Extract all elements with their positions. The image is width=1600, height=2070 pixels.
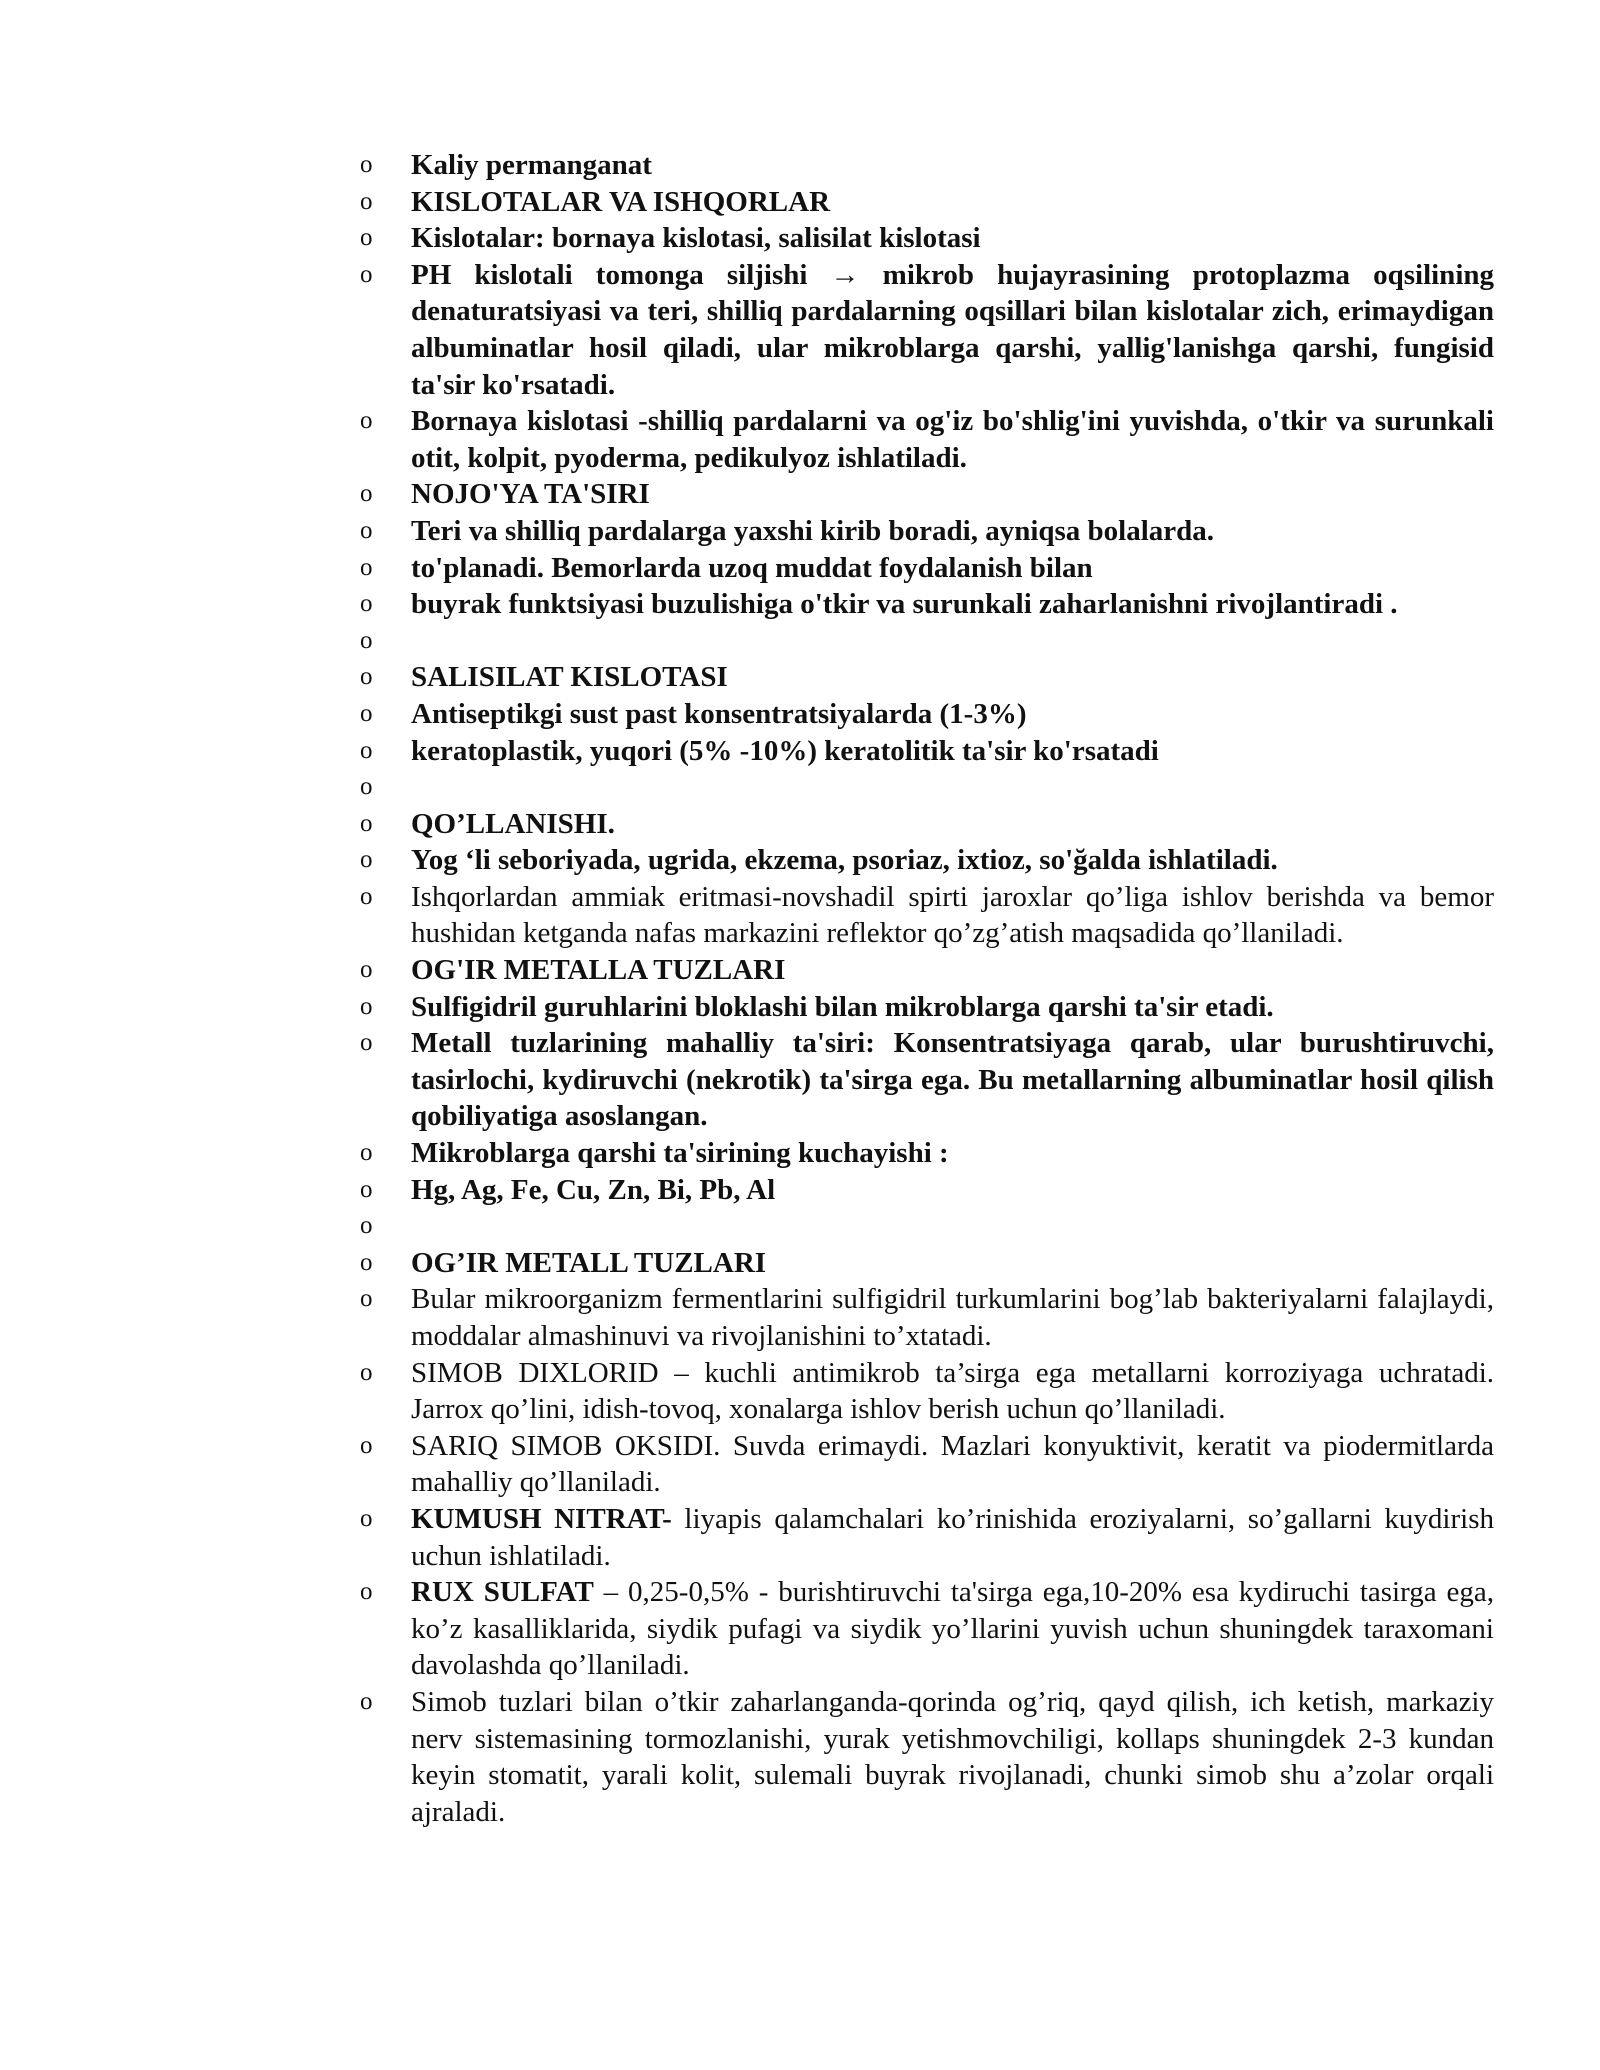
bold-text: Bornaya kislotasi -shilliq pardalarni va og'iz bo'shlig'ini yuvishda, o'tkir va surunkali otit, kolpit, pyoderma, pedikulyoz ishlatiladi.	[411, 405, 1494, 474]
list-item-text	[411, 1501, 1494, 1574]
bullet-list	[360, 147, 1494, 1830]
list-item-text	[411, 696, 1494, 733]
list-item-text	[411, 1574, 1494, 1684]
list-item	[360, 403, 1494, 476]
list-item	[360, 257, 1494, 403]
list-item	[360, 1428, 1494, 1501]
bullet-marker: o	[360, 846, 373, 874]
bullet-marker: o	[360, 1687, 373, 1715]
list-item-text	[411, 952, 1494, 989]
bullet-marker: o	[360, 1248, 373, 1276]
list-item	[360, 476, 1494, 513]
list-item	[360, 952, 1494, 989]
list-item-text	[411, 476, 1494, 513]
list-item-text	[411, 659, 1494, 696]
regular-text: – 0,25-0,5% - burishtiruvchi ta'sirga ega,10-20% esa kydiruchi tasirga ega, ko’z kasalliklarida, siydik pufagi va siydik yo’llarini yuvish uchun shuningdek taraxomani davolashda qo’llaniladi.	[411, 1576, 1494, 1682]
bold-text: Mikroblarga qarshi ta'sirining kuchayishi :	[411, 1137, 949, 1170]
bullet-marker: o	[360, 736, 373, 764]
bullet-marker: o	[360, 1139, 373, 1167]
list-item-text	[411, 989, 1494, 1026]
list-item	[360, 623, 1494, 660]
bold-text: to'planadi. Bemorlarda uzoq muddat foydalanish bilan	[411, 551, 1093, 584]
list-item-text	[411, 513, 1494, 550]
bold-text: Kaliy permanganat	[411, 149, 652, 181]
list-item-text	[411, 623, 1494, 660]
list-item-text	[411, 733, 1494, 770]
bullet-marker: o	[360, 1175, 373, 1203]
bullet-marker: o	[360, 407, 373, 435]
regular-text: SIMOB DIXLORID – kuchli antimikrob ta’sirga ega metallarni korroziyaga uchratadi. Jarrox qo’lini, idish-tovoq, xonalarga ishlov berish uchun qo’llaniladi.	[411, 1356, 1494, 1426]
list-item-text	[411, 1684, 1494, 1830]
bullet-marker: o	[360, 553, 373, 581]
list-item-text	[411, 147, 1494, 184]
bullet-marker: o	[360, 1431, 373, 1459]
list-item-text	[411, 586, 1494, 623]
bold-text: keratoplastik, yuqori (5% -10%) keratolitik ta'sir ko'rsatadi	[411, 734, 1159, 767]
list-item	[360, 733, 1494, 770]
bold-text: OG'IR METALLA TUZLARI	[411, 954, 786, 987]
bullet-marker: o	[360, 1504, 373, 1532]
regular-text: Bular mikroorganizm fermentlarini sulfigidril turkumlarini bog’lab bakteriyalarni falajlaydi, moddalar almashinuvi va rivojlanishini to’xtatadi.	[411, 1283, 1494, 1352]
bold-text: PH kislotali tomonga siljishi → mikrob hujayrasining protoplazma oqsilining denaturatsiyasi va teri, shilliq pardalarning oqsillari bilan kislotalar zich, erimaydigan albuminatlar hosil qiladi, ular mikroblarga qarshi, yallig'lanishga qarshi, fungisid ta'sir ko'rsatadi.	[411, 258, 1494, 401]
list-item-text	[411, 1281, 1494, 1354]
bullet-marker: o	[360, 956, 373, 984]
bold-text: SALISILAT KISLOTASI	[411, 661, 728, 694]
list-item-text	[411, 1355, 1494, 1428]
list-item	[360, 1281, 1494, 1354]
regular-text: liyapis qalamchalari ko’rinishida eroziyalarni, so’gallarni kuydirish uchun ishlatiladi.	[411, 1502, 1494, 1572]
list-item	[360, 586, 1494, 623]
bullet-marker: o	[360, 1358, 373, 1386]
bold-text: QO’LLANISHI.	[411, 807, 615, 840]
list-item	[360, 659, 1494, 696]
list-item	[360, 1172, 1494, 1209]
list-item	[360, 1501, 1494, 1574]
regular-text: Ishqorlardan ammiak eritmasi-novshadil spirti jaroxlar qo’liga ishlov berishda va bemor hushidan ketganda nafas markazini reflektor qo’zg’atish maqsadida qo’llaniladi.	[411, 880, 1494, 950]
bold-text: Kislotalar: bornaya kislotasi, salisilat kislotasi	[411, 222, 981, 255]
list-item	[360, 184, 1494, 221]
bullet-marker: o	[360, 151, 373, 178]
list-item	[360, 1208, 1494, 1245]
list-item-text	[411, 257, 1494, 403]
list-item	[360, 1245, 1494, 1282]
list-item	[360, 1684, 1494, 1830]
bullet-marker: o	[360, 260, 373, 288]
bold-text: KUMUSH NITRAT-	[411, 1502, 672, 1535]
regular-text: SARIQ SIMOB OKSIDI. Suvda erimaydi. Mazlari konyuktivit, keratit va piodermitlarda mahalliy qo’llaniladi.	[411, 1429, 1494, 1499]
list-item-text	[411, 769, 1494, 806]
bullet-marker: o	[360, 773, 373, 801]
list-item	[360, 1574, 1494, 1684]
list-item	[360, 842, 1494, 879]
bold-text: Teri va shilliq pardalarga yaxshi kirib boradi, ayniqsa bolalarda.	[411, 514, 1215, 547]
list-item	[360, 1135, 1494, 1172]
list-item	[360, 696, 1494, 733]
bold-text: NOJO'YA TA'SIRI	[411, 478, 650, 511]
list-item	[360, 513, 1494, 550]
list-item	[360, 879, 1494, 952]
list-item-text	[411, 1025, 1494, 1135]
list-item-text	[411, 1245, 1494, 1282]
list-item	[360, 1025, 1494, 1135]
bullet-marker: o	[360, 1578, 373, 1606]
bullet-marker: o	[360, 1212, 373, 1240]
list-item	[360, 989, 1494, 1026]
bold-text: RUX SULFAT	[411, 1576, 594, 1609]
list-item-text	[411, 1135, 1494, 1172]
bullet-marker: o	[360, 187, 373, 215]
bullet-marker: o	[360, 590, 373, 618]
list-item-text	[411, 842, 1494, 879]
list-item	[360, 1355, 1494, 1428]
bold-text: OG’IR METALL TUZLARI	[411, 1246, 767, 1279]
bold-text: Metall tuzlarining mahalliy ta'siri: Konsentratsiyaga qarab, ular burushtiruvchi, tasirlochi, kydiruvchi (nekrotik) ta'sirga ega. Bu metallarning albuminatlar hosil qilish qobiliyatiga asoslangan.	[411, 1027, 1494, 1133]
bullet-marker: o	[360, 224, 373, 252]
list-item	[360, 220, 1494, 257]
bullet-marker: o	[360, 626, 373, 654]
list-item-text	[411, 879, 1494, 952]
list-item	[360, 806, 1494, 843]
bullet-marker: o	[360, 809, 373, 837]
list-item-text	[411, 550, 1494, 587]
bold-text: Yog ‘li seboriyada, ugrida, ekzema, psoriaz, ixtioz, so'ğalda ishlatiladi.	[411, 844, 1278, 877]
list-item-text	[411, 1428, 1494, 1501]
list-item-text	[411, 220, 1494, 257]
list-item-text	[411, 403, 1494, 476]
bold-text: KISLOTALAR VA ISHQORLAR	[411, 185, 831, 218]
list-item-text	[411, 806, 1494, 843]
list-item	[360, 550, 1494, 587]
bold-text: Sulfigidril guruhlarini bloklashi bilan mikroblarga qarshi ta'sir etadi.	[411, 990, 1274, 1023]
bullet-marker: o	[360, 1285, 373, 1313]
bold-text: Antiseptikgi sust past konsentratsiyalarda (1-3%)	[411, 697, 1027, 730]
bold-text: Hg, Ag, Fe, Cu, Zn, Bi, Pb, Al	[411, 1173, 776, 1206]
list-item	[360, 147, 1494, 184]
bullet-marker: o	[360, 480, 373, 508]
bold-text: buyrak funktsiyasi buzulishiga o'tkir va surunkali zaharlanishni rivojlantiradi .	[411, 588, 1398, 621]
list-item-text	[411, 184, 1494, 221]
list-item-text	[411, 1172, 1494, 1209]
regular-text: Simob tuzlari bilan o’tkir zaharlanganda-qorinda og’riq, qayd qilish, ich ketish, markaziy nerv sistemasining tormozlanishi, yurak yetishmovchiligi, kollaps shuningdek 2-3 kundan keyin stomatit, yarali kolit, sulemali buyrak rivojlanadi, chunki simob shu a’zolar orqali ajraladi.	[411, 1685, 1494, 1828]
list-item	[360, 769, 1494, 806]
bullet-marker: o	[360, 516, 373, 544]
bullet-marker: o	[360, 1029, 373, 1057]
bullet-marker: o	[360, 663, 373, 691]
bullet-marker: o	[360, 992, 373, 1020]
bullet-marker: o	[360, 699, 373, 727]
bullet-marker: o	[360, 882, 373, 910]
list-item-text	[411, 1208, 1494, 1245]
